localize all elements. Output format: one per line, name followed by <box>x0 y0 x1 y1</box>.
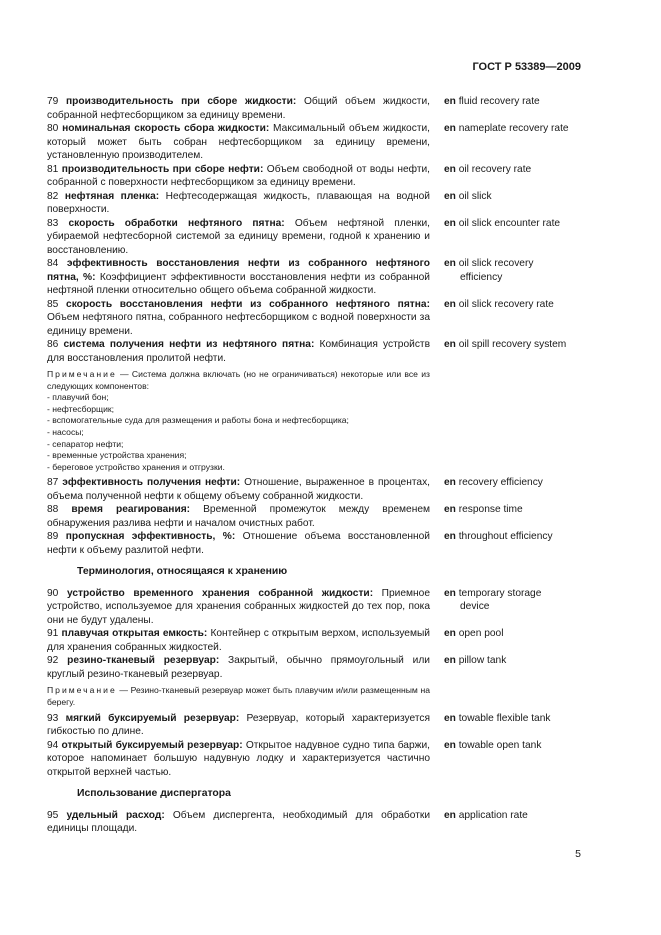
term-name: пропускная эффективность, %: <box>65 531 236 543</box>
term-text: Комбинация устройств для восстановления пролитой нефти. <box>47 339 430 364</box>
english-equivalent <box>444 163 587 177</box>
term-definition <box>47 217 430 258</box>
term-entry <box>47 257 587 298</box>
english-term-continued: device <box>460 601 490 613</box>
term-name: производительность при сборе нефти: <box>61 163 264 175</box>
term-text: Временной промежуток между временем обнаружения разлива нефти и началом очистных работ. <box>47 504 430 529</box>
term-name: номинальная скорость сбора жидкости: <box>62 123 270 134</box>
english-equivalent <box>444 530 587 544</box>
term-number: 88 <box>47 504 72 516</box>
note-text: — Система должна включать (но не ограничиваться) некоторые или все из следующих компонентов: <box>47 369 430 391</box>
english-equivalent <box>444 122 587 136</box>
language-code: en <box>444 531 456 543</box>
language-code: en <box>444 96 456 107</box>
language-code: en <box>444 339 456 350</box>
terms-group-95 <box>47 809 587 836</box>
term-definition <box>47 712 430 739</box>
english-term: oil slick <box>455 190 492 202</box>
english-equivalent <box>444 712 587 726</box>
english-term: response time <box>455 504 523 516</box>
term-number: 80 <box>47 123 63 134</box>
english-term: application rate <box>455 809 528 821</box>
language-code: en <box>444 739 456 751</box>
term-definition <box>47 163 430 190</box>
term-name: открытый буксируемый резервуар: <box>61 739 243 751</box>
term-number: 87 <box>47 477 63 489</box>
terms-group-93-94 <box>47 712 587 780</box>
language-code: en <box>444 655 456 667</box>
term-entry <box>47 712 587 739</box>
term-name: нефтяная пленка: <box>64 190 160 202</box>
english-term: pillow tank <box>455 655 507 667</box>
term-text: Отношение, выраженное в процентах, объема полученной нефти к общему объему собранной жидкости. <box>47 477 430 502</box>
language-code: en <box>444 163 456 175</box>
language-code: en <box>444 190 456 202</box>
term-text: Максимальный объем жидкости, который может быть собран нефтесборщиком за единицу времени, установленную производителем. <box>47 123 431 161</box>
term-number: 91 <box>47 628 62 640</box>
term-name: система получения нефти из нефтяного пятна: <box>63 339 315 350</box>
term-definition <box>47 530 430 557</box>
english-term: towable open tank <box>455 739 542 751</box>
terms-group-87-89 <box>47 476 587 557</box>
term-number: 81 <box>47 163 62 175</box>
language-code: en <box>444 217 456 229</box>
note-list-item: - вспомогательные суда для размещения и работы бона и нефтесборщика; <box>47 415 430 427</box>
term-number: 79 <box>47 96 66 107</box>
term-entry <box>47 95 587 122</box>
note-list-item: - сепаратор нефти; <box>47 439 430 451</box>
english-equivalent <box>444 587 587 614</box>
term-number: 95 <box>47 809 67 821</box>
english-equivalent <box>444 654 587 668</box>
term-definition <box>47 627 430 654</box>
english-equivalent <box>444 298 587 312</box>
english-term: oil slick recovery rate <box>455 298 554 310</box>
english-term-continued: efficiency <box>460 271 503 283</box>
document-header: ГОСТ Р 53389—2009 <box>472 61 581 73</box>
term-definition <box>47 298 430 339</box>
english-equivalent <box>444 338 587 352</box>
page-number: 5 <box>575 848 581 860</box>
term-definition <box>47 95 430 122</box>
term-number: 89 <box>47 531 66 543</box>
term-text: Закрытый, обычно прямоугольный или круглый резино-тканевый резервуар. <box>47 655 430 680</box>
term-definition <box>47 503 430 530</box>
term-definition <box>47 122 430 163</box>
term-name: устройство временного хранения собранной жидкости: <box>66 587 374 599</box>
english-term: nameplate recovery rate <box>455 123 569 134</box>
english-term: throughout efficiency <box>455 531 553 543</box>
note-label: Примечание <box>47 369 117 379</box>
english-term: towable flexible tank <box>455 712 551 724</box>
term-definition <box>47 257 430 298</box>
term-text: Объем нефтяного пятна, собранного нефтесборщиком с водной поверхности за единицу времени. <box>47 312 430 337</box>
english-term: oil slick encounter rate <box>455 217 561 229</box>
section-title-dispersant: Использование диспергатора <box>77 788 231 800</box>
english-equivalent <box>444 95 587 109</box>
term-text: Объем нефтяной пленки, убираемой нефтесборной системой за единицу времени, годной к хранению и восстановлению. <box>47 217 430 256</box>
english-equivalent <box>444 190 587 204</box>
term-entry <box>47 476 587 503</box>
term-number: 83 <box>47 217 69 229</box>
term-definition <box>47 809 430 836</box>
term-text: Коэффициент эффективности восстановления нефти из собранной нефтяной пленки относительно общего объема собранной жидкости. <box>47 271 430 296</box>
term-text: Отношение объема восстановленной нефти к объему разлитой нефти. <box>47 531 430 556</box>
note-list-item: - насосы; <box>47 427 430 439</box>
english-equivalent <box>444 627 587 641</box>
term-entry <box>47 739 587 780</box>
language-code: en <box>444 477 456 489</box>
term-definition <box>47 654 430 681</box>
term-entry <box>47 163 587 190</box>
note-list-item: - нефтесборщик; <box>47 404 430 416</box>
language-code: en <box>444 628 456 640</box>
language-code: en <box>444 298 456 310</box>
language-code: en <box>444 712 456 724</box>
term-text: Общий объем жидкости, собранной нефтесборщиком за единицу времени. <box>47 96 430 121</box>
term-definition <box>47 739 430 780</box>
terms-group-90-92 <box>47 587 587 682</box>
term-text: Резервуар, который характеризуется гибкостью по длине. <box>47 712 430 738</box>
note-text: — Резино-тканевый резервуар может быть плавучим и/или размещенным на берегу. <box>47 685 430 707</box>
term-number: 82 <box>47 190 65 202</box>
note-list-item: - береговое устройство хранения и отгрузки. <box>47 462 430 474</box>
term-number: 84 <box>47 258 67 269</box>
term-definition <box>47 476 430 503</box>
term-text: Открытое надувное судно типа баржи, которое напоминает большую надувную лодку и характеризуется частично открытой верхней частью. <box>47 739 430 778</box>
language-code: en <box>444 123 456 134</box>
note-system-components <box>47 369 430 473</box>
term-entry <box>47 809 587 836</box>
english-equivalent <box>444 217 587 231</box>
term-entry <box>47 338 587 365</box>
term-name: мягкий буксируемый резервуар: <box>65 712 240 724</box>
term-entry <box>47 217 587 258</box>
note-list-item: - временные устройства хранения; <box>47 450 430 462</box>
term-definition <box>47 190 430 217</box>
term-text: Объем диспергента, необходимый для обработки единицы площади. <box>47 809 431 835</box>
term-number: 94 <box>47 739 62 751</box>
term-entry <box>47 654 587 681</box>
term-entry <box>47 530 587 557</box>
term-name: время реагирования: <box>71 504 191 516</box>
term-entry <box>47 122 587 163</box>
term-name: скорость восстановления нефти из собранного нефтяного пятна: <box>66 298 430 310</box>
term-number: 85 <box>47 298 67 310</box>
english-term: oil slick recovery <box>455 258 534 269</box>
term-entry <box>47 190 587 217</box>
english-equivalent <box>444 809 587 823</box>
english-term: temporary storage <box>455 587 542 599</box>
english-equivalent <box>444 257 587 284</box>
terms-group-79-86 <box>47 95 587 365</box>
term-name: удельный расход: <box>66 809 165 821</box>
term-name: эффективность восстановления нефти из собранного нефтяного пятна, %: <box>47 258 430 283</box>
term-entry <box>47 503 587 530</box>
term-name: скорость обработки нефтяного пятна: <box>68 217 285 229</box>
term-entry <box>47 627 587 654</box>
note-label: Примечание <box>47 685 117 696</box>
term-definition <box>47 338 430 365</box>
english-equivalent <box>444 476 587 490</box>
english-term: oil recovery rate <box>455 163 532 175</box>
term-number: 90 <box>47 587 67 599</box>
term-number: 92 <box>47 655 68 667</box>
english-equivalent <box>444 739 587 753</box>
english-term: fluid recovery rate <box>455 96 540 107</box>
term-text: Объем свободной от воды нефти, собранной с поверхности нефтесборщиком за единицу времени. <box>47 163 431 188</box>
note-components-list <box>47 392 430 473</box>
terms-content <box>47 95 587 836</box>
term-name: плавучая открытая емкость: <box>61 628 208 640</box>
term-text: Контейнер с открытым верхом, используемый для хранения собранных жидкостей. <box>47 628 430 653</box>
note-pillow-tank <box>47 685 430 708</box>
note-list-item: - плавучий бон; <box>47 392 430 404</box>
term-name: резино-тканевый резервуар: <box>67 655 220 667</box>
english-equivalent <box>444 503 587 517</box>
language-code: en <box>444 258 456 269</box>
term-name: эффективность получения нефти: <box>62 477 241 489</box>
section-title-storage: Терминология, относящаяся к хранению <box>77 566 288 578</box>
term-number: 86 <box>47 339 64 350</box>
term-definition <box>47 587 430 628</box>
term-number: 93 <box>47 712 66 724</box>
language-code: en <box>444 809 456 821</box>
english-term: recovery efficiency <box>455 477 543 489</box>
term-entry <box>47 298 587 339</box>
language-code: en <box>444 504 456 516</box>
term-entry <box>47 587 587 628</box>
term-text: Приемное устройство, используемое для хранения собранных жидкостей до тех пор, пока они не будут удалены. <box>47 587 430 626</box>
term-text: Нефтесодержащая жидкость, плавающая на водной поверхности. <box>47 190 430 215</box>
language-code: en <box>444 587 456 599</box>
english-term: oil spill recovery system <box>455 339 567 350</box>
english-term: open pool <box>455 628 504 640</box>
term-name: производительность при сборе жидкости: <box>66 96 297 107</box>
